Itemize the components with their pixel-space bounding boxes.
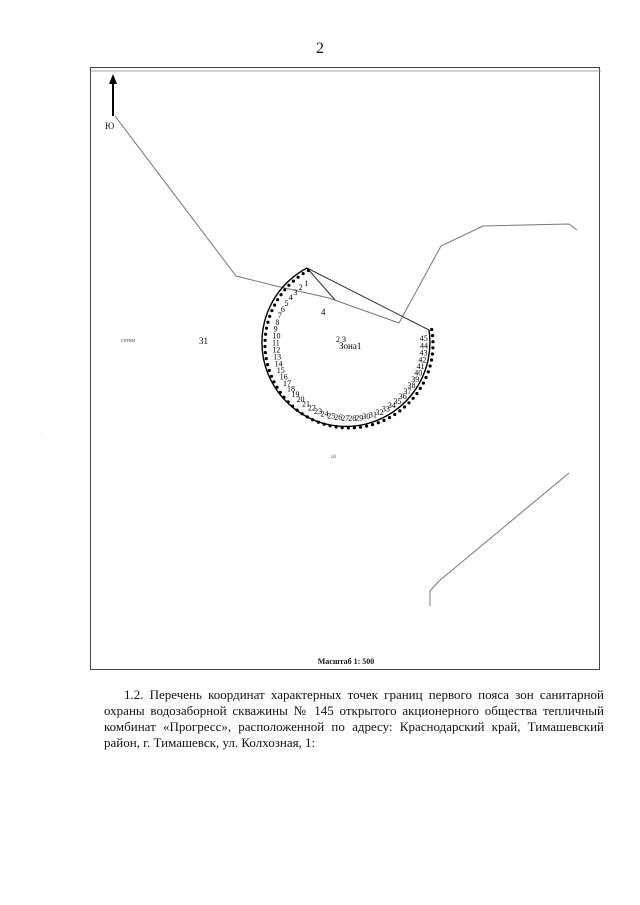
north-arrow-icon [109, 74, 117, 116]
boundary-point [429, 364, 432, 367]
margin-mark: · [40, 430, 42, 436]
boundary-line-west [115, 116, 399, 323]
point-label: 31 [369, 410, 377, 420]
boundary-point [329, 424, 332, 427]
site-plan-drawing [91, 68, 601, 671]
boundary-point [359, 426, 362, 429]
boundary-point [264, 351, 267, 354]
point-label: 45 [419, 334, 428, 344]
boundary-point [311, 418, 314, 421]
point-label: 7 [277, 311, 282, 321]
point-label: 28 [348, 414, 357, 423]
point-label: 11 [272, 338, 280, 348]
point-label: 36 [398, 392, 407, 401]
boundary-line-southeast [430, 473, 569, 606]
boundary-point [427, 370, 430, 373]
page-number: 2 [316, 40, 324, 57]
under-label: ц6 [331, 455, 337, 460]
boundary-point [265, 327, 268, 330]
coordinates-intro-paragraph [104, 687, 604, 751]
boundary-point [317, 421, 320, 424]
boundary-point [279, 293, 282, 296]
road-label: 4 [321, 307, 326, 317]
boundary-point [264, 333, 267, 336]
point-label: 20 [296, 395, 305, 404]
boundary-point [296, 409, 299, 412]
boundary-point [287, 400, 290, 403]
boundary-point [431, 340, 434, 343]
boundary-point [431, 352, 434, 355]
site-plan-map [90, 67, 600, 670]
boundary-point [382, 419, 385, 422]
boundary-point [412, 397, 415, 400]
boundary-point [273, 304, 276, 307]
paragraph-text: 1.2. Перечень координат характерных точек границ первого пояса зон санитарной охраны водозаборной скважины № 145 открытого акционерного общества тепличный комбинат «Прогресс», расположенной по адресу: Краснодарский край, Тимашевский район, г. Тимашевск, ул. Колхозная, 1: [104, 687, 604, 750]
boundary-point [377, 421, 380, 424]
point-label: 5 [284, 298, 289, 308]
boundary-point [272, 380, 275, 383]
lot-label: 31 [199, 336, 208, 346]
boundary-point [353, 426, 356, 429]
boundary-point [264, 339, 267, 342]
boundary-point [276, 298, 279, 301]
point-label: 42 [418, 355, 427, 365]
point-label: 29 [355, 413, 364, 423]
boundary-point [282, 396, 285, 399]
boundary-point [283, 288, 286, 291]
boundary-point [393, 413, 396, 416]
north-label: Ю [105, 121, 115, 131]
point-label: 37 [403, 386, 412, 396]
point-label: 39 [411, 375, 420, 384]
point-label: 33 [381, 404, 390, 414]
point-label: 8 [275, 317, 280, 327]
boundary-point [297, 276, 300, 279]
point-label: 43 [419, 348, 428, 358]
point-label: 24 [320, 409, 329, 419]
point-label: 34 [387, 401, 396, 410]
boundary-point [415, 392, 418, 395]
point-label: 41 [416, 362, 425, 372]
inner-line [307, 268, 335, 300]
small-label: сетки [121, 338, 136, 344]
point-label: 4 [288, 293, 293, 303]
point-label: 9 [273, 324, 278, 334]
point-label: 22 [307, 403, 316, 413]
boundary-point [287, 284, 290, 287]
boundary-point [388, 416, 391, 419]
point-label: 14 [274, 359, 283, 369]
inner-chord [307, 268, 429, 330]
scale-label: Масштаб 1: 500 [317, 657, 375, 666]
point-label: 12 [272, 345, 281, 355]
point-label: 18 [287, 384, 295, 394]
boundary-point [302, 272, 305, 275]
boundary-point [275, 386, 278, 389]
boundary-point [270, 375, 273, 378]
boundary-point [323, 423, 326, 426]
boundary-point [365, 425, 368, 428]
boundary-point [263, 345, 266, 348]
point-label: 30 [362, 412, 371, 422]
point-label: 26 [334, 413, 343, 422]
boundary-point [431, 346, 434, 349]
boundary-point [347, 426, 350, 429]
boundary-point [335, 425, 338, 428]
boundary-line-east [399, 224, 577, 323]
point-label: 35 [393, 396, 402, 406]
boundary-point [266, 321, 269, 324]
boundary-point [422, 382, 425, 385]
point-label: 10 [272, 331, 281, 341]
center-label: 2 3 [336, 335, 346, 344]
point-label: 21 [302, 399, 310, 409]
point-label: 27 [341, 413, 350, 423]
boundary-point [292, 280, 295, 283]
point-label: 17 [283, 378, 291, 388]
boundary-point [403, 405, 406, 408]
boundary-point [371, 423, 374, 426]
boundary-point [398, 409, 401, 412]
point-label: 6 [280, 304, 285, 314]
point-label: 16 [279, 372, 288, 382]
point-label: 3 [293, 287, 298, 297]
boundary-point [430, 328, 433, 331]
point-label: 40 [414, 368, 423, 378]
point-label: 1 [304, 278, 309, 288]
boundary-point [268, 369, 271, 372]
boundary-point [307, 269, 310, 272]
boundary-point [431, 334, 434, 337]
point-label: 13 [273, 352, 282, 362]
boundary-point [306, 415, 309, 418]
point-label: 19 [291, 390, 300, 400]
boundary-point [270, 309, 273, 312]
boundary-point [341, 426, 344, 429]
boundary-point [301, 412, 304, 415]
zone-label: Зона1 [339, 341, 362, 351]
boundary-point [265, 357, 268, 360]
point-label: 23 [314, 406, 323, 416]
boundary-point [268, 315, 271, 318]
boundary-point [279, 391, 282, 394]
boundary-point [291, 405, 294, 408]
boundary-point [407, 401, 410, 404]
point-label: 25 [327, 411, 336, 421]
point-label: 15 [276, 366, 285, 376]
point-label: 44 [420, 341, 428, 351]
boundary-point [266, 363, 269, 366]
boundary-point [430, 358, 433, 361]
point-label: 2 [298, 283, 303, 293]
boundary-point [424, 376, 427, 379]
point-label: 32 [375, 407, 384, 417]
boundary-point [419, 387, 422, 390]
point-label: 38 [407, 381, 416, 391]
